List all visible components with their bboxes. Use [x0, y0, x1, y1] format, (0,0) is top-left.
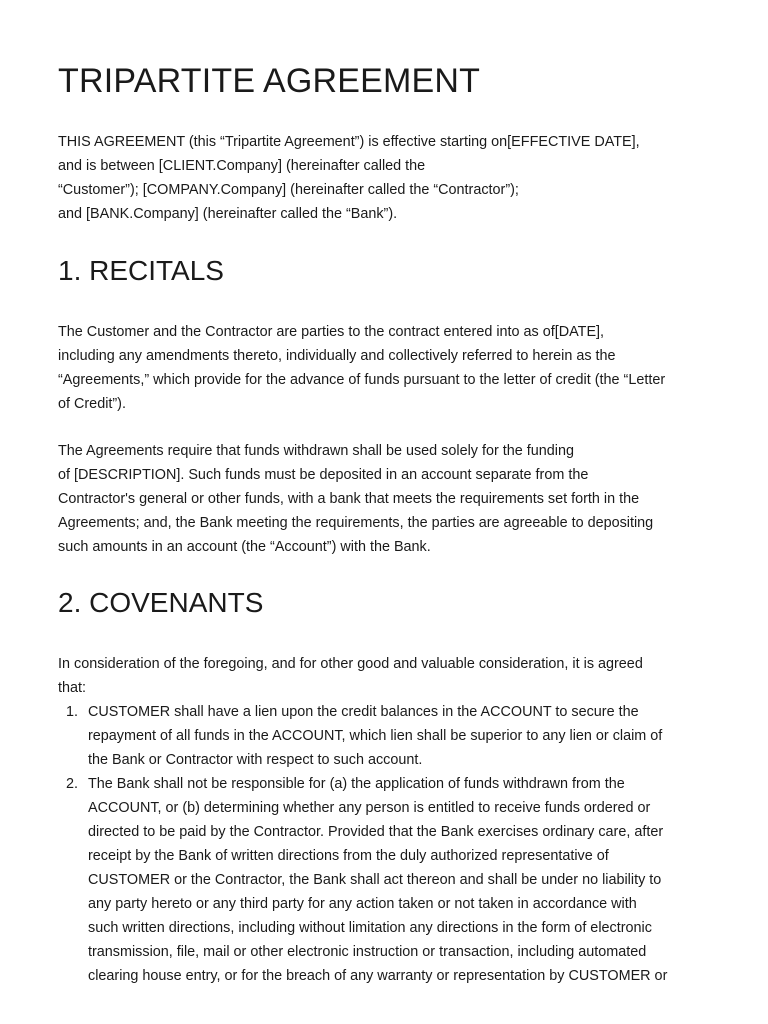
text-line: such written directions, including without limitation any directions in the form of electronic — [88, 920, 652, 936]
text-line: repayment of all funds in the ACCOUNT, which lien shall be superior to any lien or claim of — [88, 728, 663, 744]
text-line: Agreements; and, the Bank meeting the requirements, the parties are agreeable to depositing — [58, 515, 654, 531]
text-line: transmission, file, mail or other electronic instruction or transaction, including automated — [88, 944, 647, 960]
text-line: directed to be paid by the Contractor. Provided that the Bank exercises ordinary care, after — [88, 824, 664, 840]
text-line: The Bank shall not be responsible for (a) the application of funds withdrawn from the — [88, 776, 625, 792]
text-line: Contractor's general or other funds, with a bank that meets the requirements set forth in the — [58, 491, 640, 507]
text-line: such amounts in an account (the “Account”) with the Bank. — [58, 539, 431, 555]
text-line: of [DESCRIPTION]. Such funds must be deposited in an account separate from the — [58, 467, 589, 483]
text-line: clearing house entry, or for the breach of any warranty or representation by CUSTOMER or — [88, 968, 668, 984]
list-item — [58, 772, 718, 988]
text-line: of Credit”). — [58, 396, 126, 412]
document-title: TRIPARTITE AGREEMENT — [58, 62, 481, 100]
recitals-paragraph-1 — [58, 320, 718, 416]
list-number: 1. — [66, 704, 79, 720]
text-line: In consideration of the foregoing, and for other good and valuable consideration, it is agreed — [58, 656, 643, 672]
section-heading-recitals: 1. RECITALS — [58, 255, 224, 286]
text-line: CUSTOMER or the Contractor, the Bank shall act thereon and shall be under no liability to — [88, 872, 662, 888]
section-heading-covenants: 2. COVENANTS — [58, 587, 264, 618]
text-line: the Bank or Contractor with respect to such account. — [88, 752, 423, 768]
text-line: and [BANK.Company] (hereinafter called the “Bank”). — [58, 206, 398, 222]
text-line: CUSTOMER shall have a lien upon the credit balances in the ACCOUNT to secure the — [88, 704, 639, 720]
recitals-paragraph-2 — [58, 439, 718, 559]
covenants-list — [58, 700, 718, 988]
text-line: “Customer”); [COMPANY.Company] (hereinafter called the “Contractor”); — [58, 182, 519, 198]
text-line: and is between [CLIENT.Company] (hereinafter called the — [58, 158, 426, 174]
text-line: “Agreements,” which provide for the advance of funds pursuant to the letter of credit (the “Letter — [58, 372, 666, 388]
text-line: ACCOUNT, or (b) determining whether any person is entitled to receive funds ordered or — [88, 800, 651, 816]
text-line: The Customer and the Contractor are parties to the contract entered into as of[DATE], — [58, 324, 605, 340]
text-line: The Agreements require that funds withdrawn shall be used solely for the funding — [58, 443, 574, 459]
intro-paragraph — [58, 130, 718, 226]
text-line: any party hereto or any third party for any action taken or not taken in accordance with — [88, 896, 637, 912]
list-item — [58, 700, 718, 772]
list-number: 2. — [66, 776, 79, 792]
text-line: including any amendments thereto, individually and collectively referred to herein as the — [58, 348, 616, 364]
text-line: that: — [58, 680, 87, 696]
text-line: receipt by the Bank of written directions from the duly authorized representative of — [88, 848, 609, 864]
covenants-intro — [58, 652, 718, 700]
text-line: THIS AGREEMENT (this “Tripartite Agreement”) is effective starting on[EFFECTIVE DATE], — [58, 134, 640, 150]
